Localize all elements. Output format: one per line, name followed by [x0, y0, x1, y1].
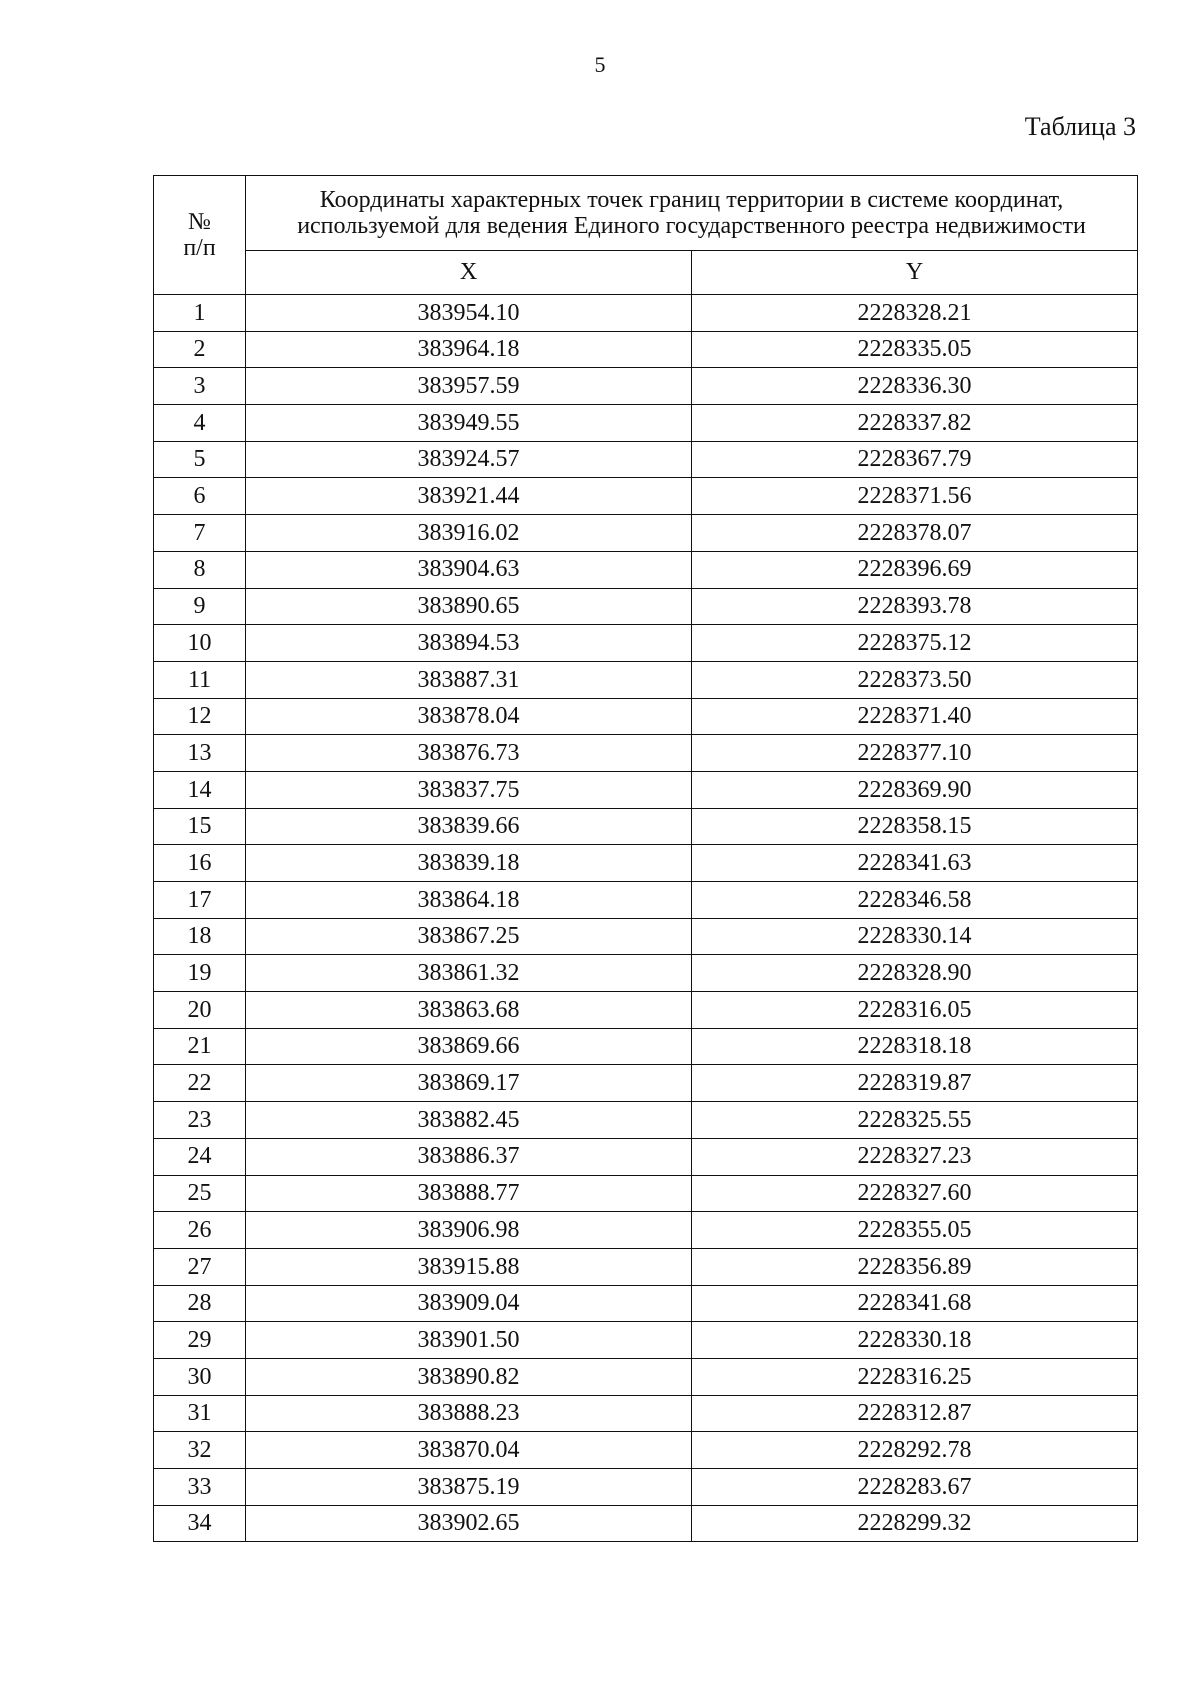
x-coordinate-cell: 383888.77: [246, 1175, 692, 1212]
x-coordinate-cell: 383954.10: [246, 295, 692, 332]
row-number-cell: 23: [154, 1102, 246, 1139]
row-number-cell: 6: [154, 478, 246, 515]
table-row: [154, 368, 1138, 405]
x-coordinate-cell: 383837.75: [246, 771, 692, 808]
table-row: [154, 405, 1138, 442]
y-coordinate-cell: 2228341.63: [692, 845, 1138, 882]
x-coordinate-cell: 383875.19: [246, 1469, 692, 1506]
y-coordinate-cell: 2228318.18: [692, 1028, 1138, 1065]
table-row: [154, 515, 1138, 552]
y-coordinate-cell: 2228375.12: [692, 625, 1138, 662]
y-coordinate-cell: 2228356.89: [692, 1248, 1138, 1285]
row-number-cell: 19: [154, 955, 246, 992]
x-coordinate-cell: 383957.59: [246, 368, 692, 405]
table-row: [154, 661, 1138, 698]
header-coordinates-line2: используемой для ведения Единого государственного реестра недвижимости: [297, 212, 1086, 239]
x-coordinate-cell: 383924.57: [246, 441, 692, 478]
y-coordinate-cell: 2228312.87: [692, 1395, 1138, 1432]
x-coordinate-cell: 383882.45: [246, 1102, 692, 1139]
y-coordinate-cell: 2228373.50: [692, 661, 1138, 698]
row-number-cell: 34: [154, 1505, 246, 1542]
table-row: [154, 1469, 1138, 1506]
y-coordinate-cell: 2228330.14: [692, 918, 1138, 955]
y-coordinate-cell: 2228336.30: [692, 368, 1138, 405]
y-coordinate-cell: 2228330.18: [692, 1322, 1138, 1359]
row-number-cell: 25: [154, 1175, 246, 1212]
x-coordinate-cell: 383869.17: [246, 1065, 692, 1102]
x-coordinate-cell: 383902.65: [246, 1505, 692, 1542]
x-coordinate-cell: 383921.44: [246, 478, 692, 515]
row-number-cell: 21: [154, 1028, 246, 1065]
row-number-cell: 14: [154, 771, 246, 808]
header-number-sign: №: [188, 208, 211, 235]
x-coordinate-cell: 383915.88: [246, 1248, 692, 1285]
row-number-cell: 27: [154, 1248, 246, 1285]
y-coordinate-cell: 2228316.25: [692, 1358, 1138, 1395]
table-body: [154, 295, 1138, 1542]
table-row: [154, 992, 1138, 1029]
y-coordinate-cell: 2228355.05: [692, 1212, 1138, 1249]
table-row: [154, 295, 1138, 332]
table-row: [154, 1322, 1138, 1359]
row-number-cell: 10: [154, 625, 246, 662]
y-coordinate-cell: 2228316.05: [692, 992, 1138, 1029]
y-coordinate-cell: 2228341.68: [692, 1285, 1138, 1322]
table-row: [154, 918, 1138, 955]
page-number: 5: [594, 52, 606, 77]
x-coordinate-cell: 383904.63: [246, 551, 692, 588]
x-coordinate-cell: 383864.18: [246, 882, 692, 919]
table-row: [154, 551, 1138, 588]
header-coordinates-line1: Координаты характерных точек границ территории в системе координат,: [319, 186, 1064, 213]
table-row: [154, 1285, 1138, 1322]
row-number-cell: 16: [154, 845, 246, 882]
y-coordinate-cell: 2228328.21: [692, 295, 1138, 332]
row-number-cell: 2: [154, 331, 246, 368]
table-row: [154, 698, 1138, 735]
table-row: [154, 1248, 1138, 1285]
row-number-cell: 5: [154, 441, 246, 478]
x-coordinate-cell: 383887.31: [246, 661, 692, 698]
y-coordinate-cell: 2228283.67: [692, 1469, 1138, 1506]
x-coordinate-cell: 383876.73: [246, 735, 692, 772]
table-caption: Таблица 3: [1024, 112, 1136, 141]
row-number-cell: 32: [154, 1432, 246, 1469]
table-row: [154, 808, 1138, 845]
y-coordinate-cell: 2228337.82: [692, 405, 1138, 442]
row-number-cell: 22: [154, 1065, 246, 1102]
row-number-cell: 18: [154, 918, 246, 955]
row-number-cell: 26: [154, 1212, 246, 1249]
y-coordinate-cell: 2228346.58: [692, 882, 1138, 919]
table-row: [154, 771, 1138, 808]
y-coordinate-cell: 2228367.79: [692, 441, 1138, 478]
y-coordinate-cell: 2228328.90: [692, 955, 1138, 992]
row-number-cell: 20: [154, 992, 246, 1029]
x-coordinate-cell: 383964.18: [246, 331, 692, 368]
y-coordinate-cell: 2228319.87: [692, 1065, 1138, 1102]
y-coordinate-cell: 2228377.10: [692, 735, 1138, 772]
row-number-cell: 12: [154, 698, 246, 735]
y-coordinate-cell: 2228327.23: [692, 1138, 1138, 1175]
y-coordinate-cell: 2228371.40: [692, 698, 1138, 735]
table-row: [154, 1432, 1138, 1469]
table-row: [154, 1102, 1138, 1139]
table-row: [154, 1065, 1138, 1102]
x-coordinate-cell: 383886.37: [246, 1138, 692, 1175]
y-coordinate-cell: 2228396.69: [692, 551, 1138, 588]
row-number-cell: 31: [154, 1395, 246, 1432]
x-coordinate-cell: 383869.66: [246, 1028, 692, 1065]
row-number-cell: 13: [154, 735, 246, 772]
x-coordinate-cell: 383863.68: [246, 992, 692, 1029]
table-row: [154, 955, 1138, 992]
row-number-cell: 9: [154, 588, 246, 625]
x-coordinate-cell: 383906.98: [246, 1212, 692, 1249]
y-coordinate-cell: 2228369.90: [692, 771, 1138, 808]
x-coordinate-cell: 383870.04: [246, 1432, 692, 1469]
table-row: [154, 735, 1138, 772]
header-y: Y: [692, 250, 1138, 294]
table-row: [154, 588, 1138, 625]
table-row: [154, 1358, 1138, 1395]
table-row: [154, 441, 1138, 478]
row-number-cell: 11: [154, 661, 246, 698]
x-coordinate-cell: 383901.50: [246, 1322, 692, 1359]
x-coordinate-cell: 383878.04: [246, 698, 692, 735]
row-number-cell: 30: [154, 1358, 246, 1395]
row-number-cell: 17: [154, 882, 246, 919]
table-row: [154, 625, 1138, 662]
header-coordinates: [246, 176, 1138, 251]
x-coordinate-cell: 383894.53: [246, 625, 692, 662]
table-row: [154, 1395, 1138, 1432]
row-number-cell: 33: [154, 1469, 246, 1506]
y-coordinate-cell: 2228325.55: [692, 1102, 1138, 1139]
table-row: [154, 1028, 1138, 1065]
x-coordinate-cell: 383949.55: [246, 405, 692, 442]
x-coordinate-cell: 383839.66: [246, 808, 692, 845]
y-coordinate-cell: 2228327.60: [692, 1175, 1138, 1212]
table-row: [154, 1212, 1138, 1249]
table-row: [154, 1175, 1138, 1212]
row-number-cell: 1: [154, 295, 246, 332]
x-coordinate-cell: 383909.04: [246, 1285, 692, 1322]
x-coordinate-cell: 383916.02: [246, 515, 692, 552]
row-number-cell: 15: [154, 808, 246, 845]
header-row-number: [154, 176, 246, 295]
row-number-cell: 7: [154, 515, 246, 552]
y-coordinate-cell: 2228299.32: [692, 1505, 1138, 1542]
row-number-cell: 28: [154, 1285, 246, 1322]
x-coordinate-cell: 383861.32: [246, 955, 692, 992]
y-coordinate-cell: 2228292.78: [692, 1432, 1138, 1469]
y-coordinate-cell: 2228378.07: [692, 515, 1138, 552]
row-number-cell: 8: [154, 551, 246, 588]
row-number-cell: 29: [154, 1322, 246, 1359]
header-number-abbr: п/п: [183, 235, 216, 261]
x-coordinate-cell: 383890.82: [246, 1358, 692, 1395]
row-number-cell: 3: [154, 368, 246, 405]
x-coordinate-cell: 383890.65: [246, 588, 692, 625]
table-row: [154, 1138, 1138, 1175]
table-row: [154, 845, 1138, 882]
table-row: [154, 882, 1138, 919]
table-row: [154, 1505, 1138, 1542]
x-coordinate-cell: 383888.23: [246, 1395, 692, 1432]
header-x: X: [246, 250, 692, 294]
row-number-cell: 4: [154, 405, 246, 442]
y-coordinate-cell: 2228393.78: [692, 588, 1138, 625]
x-coordinate-cell: 383839.18: [246, 845, 692, 882]
table-row: [154, 478, 1138, 515]
table-header: [154, 176, 1138, 295]
row-number-cell: 24: [154, 1138, 246, 1175]
coordinates-table: [153, 175, 1138, 1542]
y-coordinate-cell: 2228371.56: [692, 478, 1138, 515]
x-coordinate-cell: 383867.25: [246, 918, 692, 955]
y-coordinate-cell: 2228358.15: [692, 808, 1138, 845]
y-coordinate-cell: 2228335.05: [692, 331, 1138, 368]
table-row: [154, 331, 1138, 368]
